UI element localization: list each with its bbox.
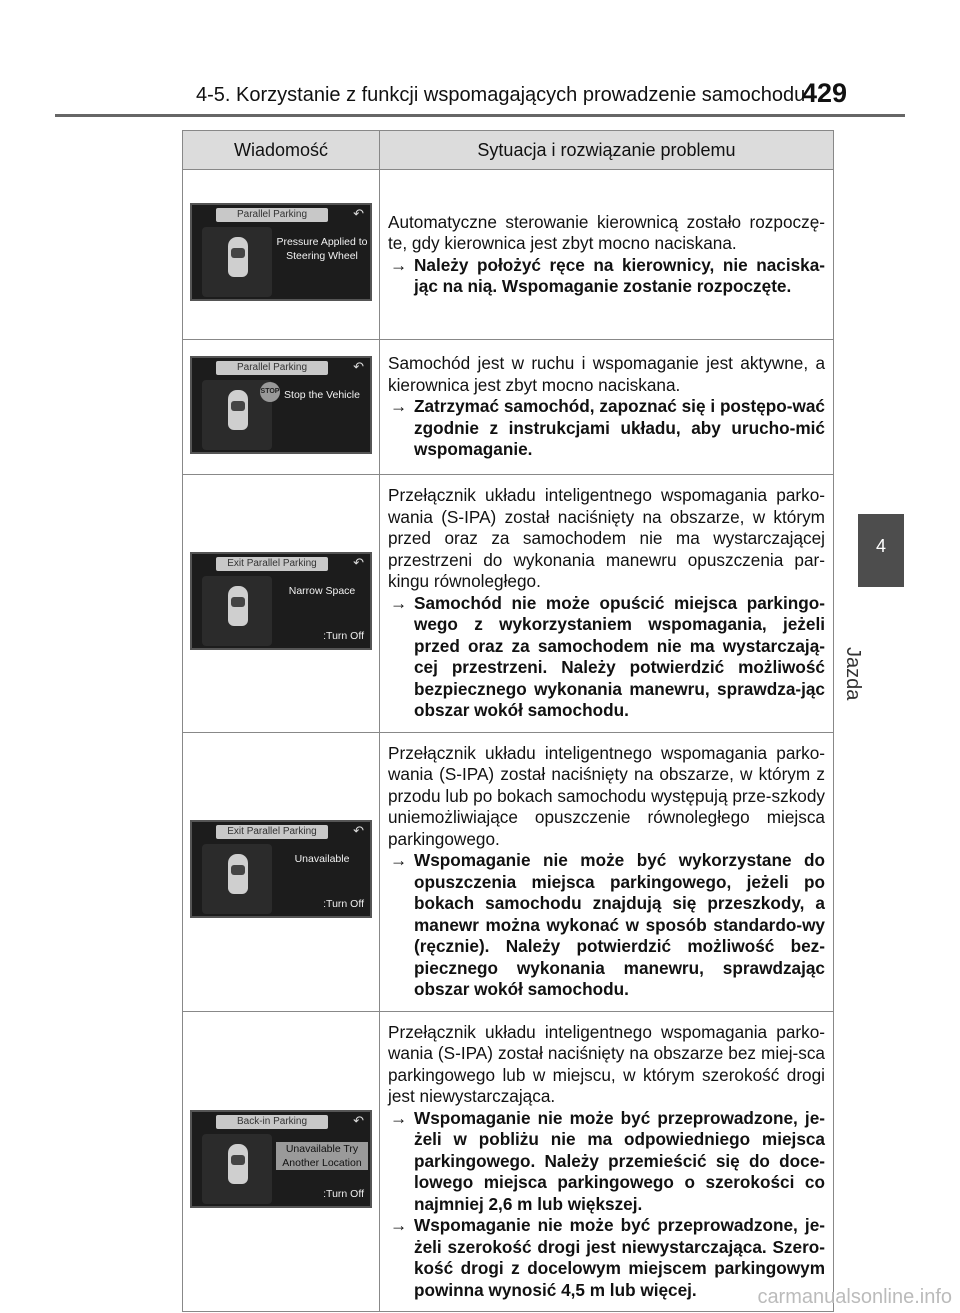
car-icon (228, 586, 248, 626)
chapter-label-wrap (842, 592, 906, 701)
column-header-situation: Sytuacja i rozwiązanie problemu (380, 131, 834, 170)
screen-message: Pressure Applied to Steering Wheel (276, 236, 368, 262)
resolution-text: Wspomaganie nie może być przeprowadzone, je-żeli szerokość drogi jest niewystarczająca. Szero-kość drogi z docelowym miejscem parkingowym powinna wynosić 4,5 m lub więcej. (414, 1215, 825, 1300)
page-number: 429 (802, 78, 848, 108)
back-icon: ↶ (353, 554, 364, 570)
turn-off-label: :Turn Off (323, 898, 364, 910)
table-row (183, 1011, 834, 1312)
chapter-number: 4 (875, 536, 886, 556)
resolution-item (388, 396, 825, 461)
situation-cell (380, 340, 834, 475)
screen-title: Parallel Parking (216, 361, 328, 375)
display-screenshot (190, 552, 372, 650)
section-title: 4-5. Korzystanie z funkcji wspomagających prowadzenie samochodu (196, 84, 806, 106)
situation-text: Przełącznik układu inteligentnego wspomagania parko-wania (S-IPA) został naciśnięty na obszarze, w którym przed oraz za samochodem nie ma wystarczającej przestrzeni do wykonania manewru opuszczenia par-kingu równoległego. (388, 485, 825, 591)
table-row (183, 732, 834, 1011)
arrow-icon: → (390, 592, 408, 613)
message-image-cell (183, 732, 380, 1011)
back-icon: ↶ (353, 1112, 364, 1128)
arrow-icon: → (390, 850, 408, 870)
car-panel (202, 1134, 272, 1204)
resolution-text: Samochód nie może opuścić miejsca parkingo-wego z wykorzystaniem wspomagania, jeżeli przed oraz za samochodem nie ma wystarczają-cej przestrzeni. Należy potwierdzić możliwość bezpiecznego wykonania manewru, sprawdza-jąc obszar wokół samochodu. (414, 592, 825, 720)
table-header-row (183, 131, 834, 170)
resolution-item (388, 255, 825, 298)
resolution-text: Wspomaganie nie może być wykorzystane do opuszczenia miejsca parkingowego, jeżeli po bokach samochodu znajdują się przeszkody, a manewr można wykonać w sposób standardo-wy (ręcznie). Należy potwierdzić możliwość bez-piecznego wykonania manewru, sprawdzając obszar wokół samochodu. (414, 850, 825, 999)
arrow-icon: → (390, 396, 408, 417)
chapter-tab (858, 514, 904, 587)
car-panel (202, 227, 272, 297)
column-header-message: Wiadomość (183, 131, 380, 170)
page-header (0, 0, 960, 115)
display-screenshot (190, 356, 372, 454)
arrow-icon: → (390, 254, 408, 275)
car-icon (228, 390, 248, 430)
screen-title: Exit Parallel Parking (216, 557, 328, 571)
watermark: carmanualsonline.info (757, 1286, 952, 1308)
screen-title: Back-in Parking (216, 1115, 328, 1129)
car-icon (228, 854, 248, 894)
arrow-icon: → (390, 1107, 408, 1128)
car-panel (202, 576, 272, 646)
message-image-cell (183, 475, 380, 733)
resolution-item (388, 850, 825, 1001)
back-icon: ↶ (353, 823, 364, 838)
message-image-cell (183, 170, 380, 340)
table-row (183, 340, 834, 475)
situation-text: Przełącznik układu inteligentnego wspomagania parko-wania (S-IPA) został naciśnięty na obszarze bez miej-sca parkingowego lub w miejscu, w którym szerokość drogi jest niewystarczająca. (388, 1021, 825, 1106)
situation-cell (380, 1011, 834, 1312)
situation-text: Automatyczne sterowanie kierownicą zostało rozpoczę-te, gdy kierownica jest zbyt mocno naciskana. (388, 211, 825, 253)
chapter-label: Jazda (842, 647, 864, 701)
table-row (183, 475, 834, 733)
arrow-icon: → (390, 1215, 408, 1235)
car-icon (228, 1144, 248, 1184)
header-divider (55, 114, 905, 117)
turn-off-label: :Turn Off (323, 1187, 364, 1200)
message-image-cell (183, 1011, 380, 1312)
resolution-item (388, 1108, 825, 1216)
situation-cell (380, 732, 834, 1011)
message-table (182, 130, 834, 1312)
back-icon: ↶ (353, 358, 364, 374)
screen-message: Unavailable (294, 853, 350, 865)
display-screenshot (190, 820, 372, 918)
situation-cell (380, 475, 834, 733)
turn-off-label: :Turn Off (323, 629, 364, 642)
table-row (183, 170, 834, 340)
resolution-text: Zatrzymać samochód, zapoznać się i postępo-wać zgodnie z instrukcjami układu, aby urucho-mić wspomaganie. (414, 396, 825, 460)
resolution-text: Należy położyć ręce na kierownicy, nie naciska-jąc na nią. Wspomaganie zostanie rozpoczęte. (414, 254, 825, 296)
stop-icon: STOP (260, 382, 280, 402)
message-image-cell (183, 340, 380, 475)
situation-text: Przełącznik układu inteligentnego wspomagania parko-wania (S-IPA) został naciśnięty na obszarze, w którym z przodu lub po bokach samochodu występują prze-szkody uniemożliwiające opuszczenie równoległego miejsca parkingowego. (388, 742, 825, 849)
car-icon (228, 237, 248, 277)
screen-title: Parallel Parking (216, 208, 328, 222)
screen-message: Unavailable Try Another Location (276, 1142, 368, 1170)
display-screenshot (190, 203, 372, 301)
resolution-item (388, 593, 825, 722)
car-panel (202, 844, 272, 914)
screen-message: Narrow Space (288, 584, 356, 597)
display-screenshot (190, 1110, 372, 1208)
screen-title: Exit Parallel Parking (216, 825, 328, 839)
resolution-text: Wspomaganie nie może być przeprowadzone, je-żeli w pobliżu nie ma odpowiedniego miejsca parkingowego. Należy przemieścić się do doce-lowego miejsca parkingowego o szerokości co najmniej 2,6 m lub większej. (414, 1107, 825, 1214)
screen-message: Stop the Vehicle (284, 388, 360, 401)
situation-text: Samochód jest w ruchu i wspomaganie jest aktywne, a kierownica jest zbyt mocno naciskana. (388, 353, 825, 395)
situation-cell (380, 170, 834, 340)
back-icon: ↶ (353, 206, 364, 221)
